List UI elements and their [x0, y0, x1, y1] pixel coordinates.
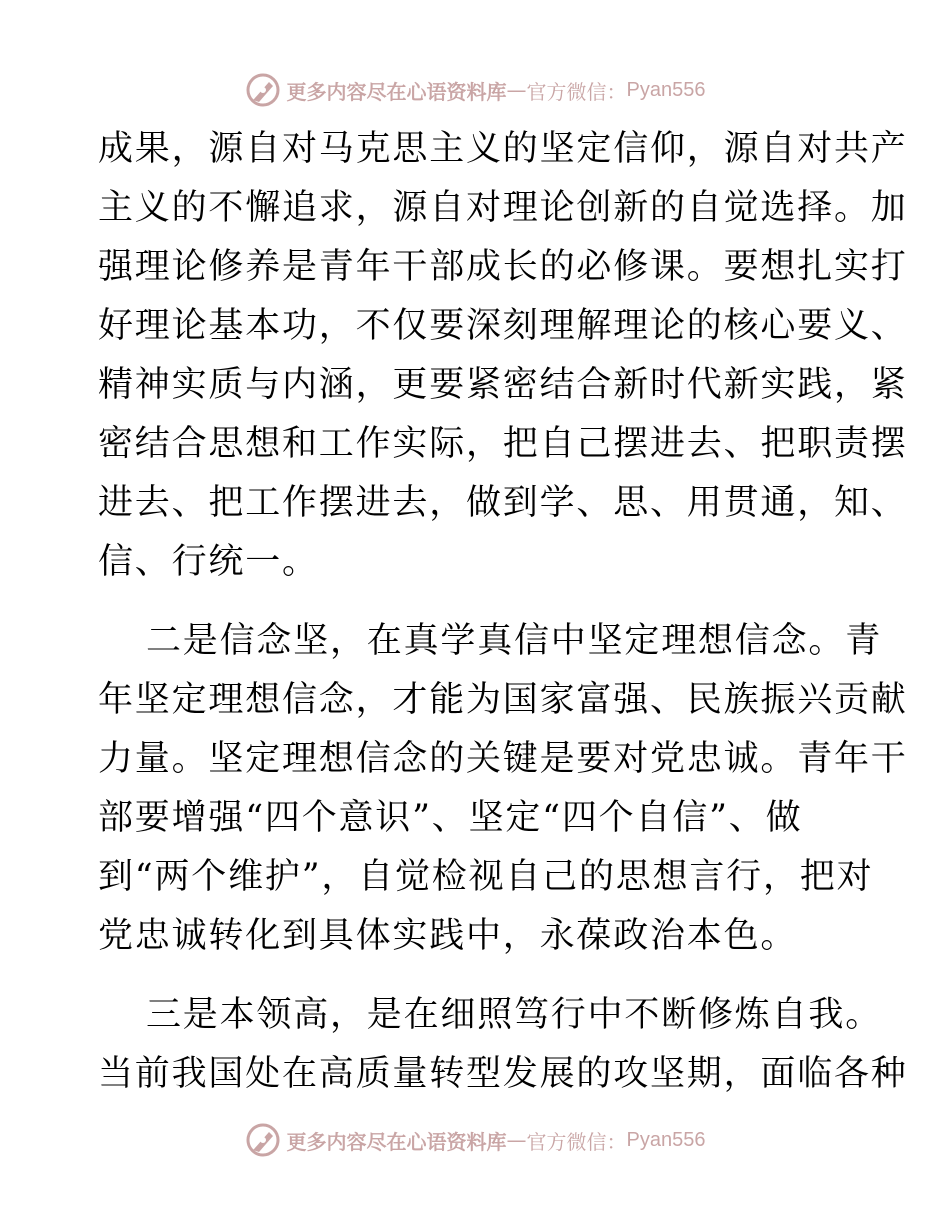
paragraph-2	[98, 612, 908, 966]
document-body	[98, 120, 908, 1104]
text-line: 好理论基本功，不仅要深刻理解理论的核心要义、	[98, 306, 908, 346]
text-line: 进去、把工作摆进去，做到学、思、用贯通，知、	[98, 483, 908, 523]
text-line: 成果，源自对马克思主义的坚定信仰，源自对共产	[98, 129, 908, 169]
text-line: 主义的不懈追求，源自对理论创新的自觉选择。加	[98, 188, 908, 228]
text-line: 部要增强“四个意识”、坚定“四个自信”、做	[98, 798, 803, 838]
text-line: 力量。坚定理想信念的关键是要对党忠诚。青年干	[98, 739, 908, 779]
header-banner-wechat-id: Pyan556	[626, 78, 706, 101]
footer-banner-dash: —	[506, 1128, 527, 1152]
text-line: 二是信念坚，在真学真信中坚定理想信念。青	[146, 621, 883, 661]
text-line: 强理论修养是青年干部成长的必修课。要想扎实打	[98, 247, 908, 287]
header-banner	[0, 68, 950, 112]
text-line: 年坚定理想信念，才能为国家富强、民族振兴贡献	[98, 680, 908, 720]
text-line: 党忠诚转化到具体实践中，永葆政治本色。	[98, 916, 798, 956]
footer-banner-wechat-id: Pyan556	[626, 1128, 706, 1151]
paragraph-3	[98, 986, 908, 1104]
paragraph-spacer	[98, 592, 858, 612]
paragraph-1	[98, 120, 908, 592]
text-line: 到“两个维护”，自觉检视自己的思想言行，把对	[98, 857, 874, 897]
text-line: 当前我国处在高质量转型发展的攻坚期，面临各种	[98, 1054, 908, 1094]
text-line: 三是本领高，是在细照笃行中不断修炼自我。	[146, 995, 883, 1035]
text-line: 精神实质与内涵，更要紧密结合新时代新实践，紧	[98, 365, 908, 405]
text-line: 密结合思想和工作实际，把自己摆进去、把职责摆	[98, 424, 908, 464]
header-banner-wechat-label: 官方微信：	[526, 79, 627, 104]
footer-banner-title: 更多内容尽在心语资料库	[286, 1129, 507, 1154]
header-banner-dash: —	[506, 78, 527, 102]
paragraph-spacer	[98, 966, 858, 986]
pen-logo-icon	[245, 1122, 281, 1158]
text-line: 信、行统一。	[98, 542, 319, 582]
pen-logo-icon	[245, 72, 281, 108]
footer-banner	[0, 1118, 950, 1162]
footer-banner-wechat-label: 官方微信：	[526, 1129, 627, 1154]
header-banner-title: 更多内容尽在心语资料库	[286, 79, 507, 104]
